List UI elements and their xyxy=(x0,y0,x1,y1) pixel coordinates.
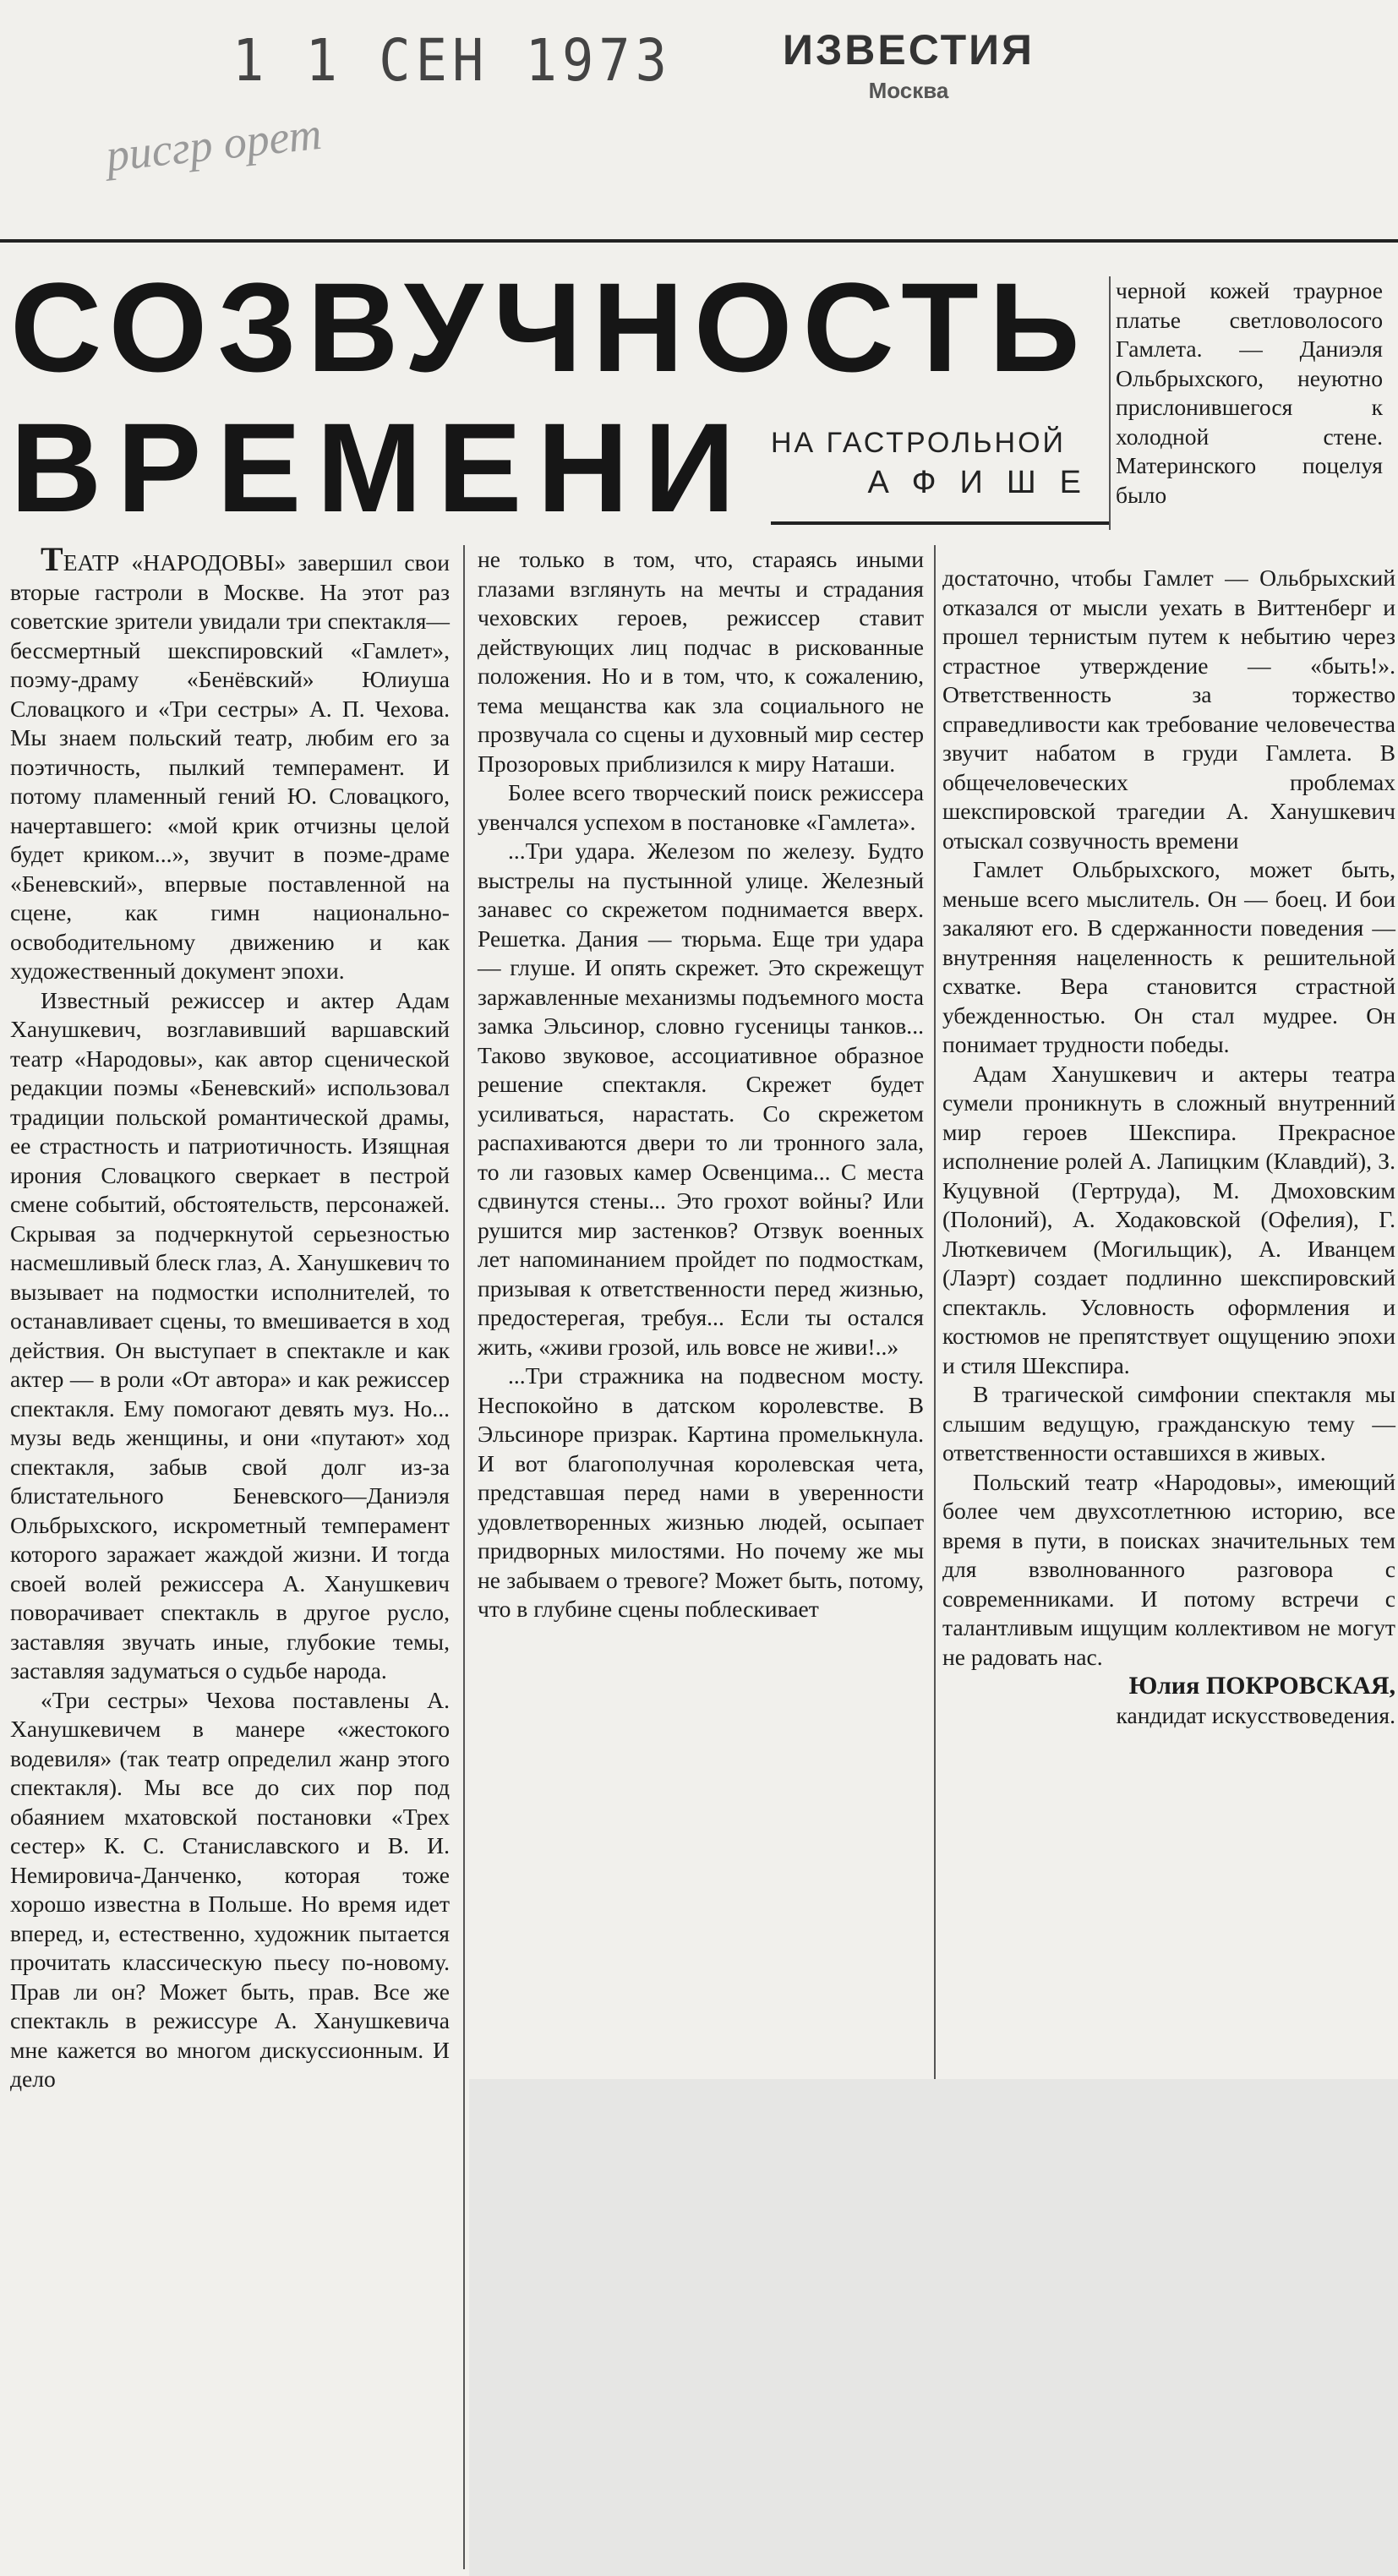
paragraph-text: ЕАТР «НАРОДОВЫ» завершил свои вторые гастроли в Москве. На этот раз советские зрители увидали три спектакля—бессмертный шекспировский «Гамлет», поэму-драму «Бенёвский» Юлиуша Словацкого и «Три сестры» А. П. Чехова. Мы знаем польский театр, любим его за поэтичность, пылкий темперамент. И потому пламенный гений Ю. Словацкого, начертавшего: «мой крик отчизны целой будет криком...», звучит в поэме-драме «Беневский», впервые поставленной на сцене, как гимн национально-освободительному движению и как художественный документ эпохи. xyxy=(10,549,450,984)
paragraph: Польский театр «Народовы», имеющий более чем двухсотлетнюю историю, все время в пути, в поисках значительных тем для взволнованного разговора с современниками. И потому встречи с талантливым ищущим коллективом не могут не радовать нас. xyxy=(942,1468,1395,1670)
author-name xyxy=(942,1672,1395,1701)
headline-line-1: СОЗВУЧНОСТЬ xyxy=(10,256,1090,398)
drop-cap: Т xyxy=(41,540,63,578)
column-divider xyxy=(934,545,936,2079)
paragraph: В трагической симфонии спектакля мы слышим ведущую, гражданскую тему — ответственности оставшихся в живых. xyxy=(942,1381,1395,1465)
article-column-2 xyxy=(478,545,924,1624)
paragraph: не только в том, что, стараясь иными глазами взглянуть на мечты и страдания чеховских героев, режиссер ставит действующих лиц подчас в рискованные положения. Но и в том, что, к сожалению, тема мещанства как зла социального не прозвучала со сцены и духовный мир сестер Прозоровых приблизился к миру Наташи. xyxy=(478,546,924,777)
top-rule xyxy=(0,239,1398,243)
article-column-4 xyxy=(1116,276,1383,510)
handwritten-note: рисгр орет xyxy=(103,107,325,182)
column-divider xyxy=(463,545,465,2569)
article-column-3 xyxy=(942,564,1395,1730)
headline-line-2: ВРЕМЕНИ xyxy=(10,396,751,538)
date-stamp: 1 1 СЕН 1973 xyxy=(232,26,672,95)
paragraph: ...Три стражника на подвесном мосту. Неспокойно в датском королевстве. В Эльсиноре призрак. Картина промелькнула. И вот благополучная королевская чета, представшая перед нами в уверенности удовлетворенных жизнью людей, осыпает придворных милостями. Но почему же мы не забываем о тревоге? Может быть, потому, что в глубине сцены поблескивает xyxy=(478,1362,924,1622)
paragraph: Адам Ханушкевич и актеры театра сумели проникнуть в сложный внутренний мир героев Шекспира. Прекрасное исполнение ролей А. Лапицким (Клавдий), З. Куцувной (Гертруда), М. Дмоховским (Полоний), А. Ходаковской (Офелия), Г. Люткевичем (Могильщик), А. Иванцем (Лаэрт) создает подлинно шекспировский спектакль. Условность оформления и костюмов не препятствует ощущению эпохи и стиля Шекспира. xyxy=(942,1060,1395,1378)
city-name: Москва xyxy=(868,78,949,103)
rubric-line-1: НА ГАСТРОЛЬНОЙ xyxy=(771,427,1066,459)
paragraph: Гамлет Ольбрыхского, может быть, меньше всего мыслитель. Он — боец. И бои закаляют его. В сдержанности поведения — внутренняя нацеленность к решительной схватке. Вера становится страстной убежденностью. Он стал мудрее. Он понимает трудности победы. xyxy=(942,856,1395,1057)
paragraph xyxy=(10,540,450,986)
source-stamp xyxy=(756,25,1061,104)
paragraph: «Три сестры» Чехова поставлены А. Ханушкевичем в манере «жестокого водевиля» (так театр определил жанр этого спектакля). Мы все до сих пор под обаянием мхатовской постановки «Трех сестер» К. С. Станиславского и В. И. Немировича-Данченко, которая тоже хорошо известна в Польше. Но время идет вперед, и, естественно, художник пытается прочитать классическую пьесу по-новому. Прав ли он? Может быть, прав. Все же спектакль в режиссуре А. Ханушкевича мне кажется во многом дискуссионным. И дело xyxy=(10,1686,450,2092)
paragraph: черной кожей траурное платье светловолосого Гамлета. — Даниэля Ольбрыхского, неуютно прислонившегося к холодной стене. Материнского поцелуя было xyxy=(1116,277,1383,508)
paragraph: Известный режиссер и актер Адам Ханушкевич, возглавивший варшавский театр «Народовы», как автор сценической редакции поэмы «Беневский» использовал традиции польской романтической драмы, ее страстность и патриотичность. Изящная ирония Словацкого сверкает в пестрой смене событий, обстоятельств, персонажей. Скрывая за подчеркнутой серьезностью насмешливый блеск глаз, А. Ханушкевич то вызывает на подмостки исполнителей, то останавливает сцены, то вмешивается в ход действия. Он выступает в спектакле и как актер — в роли «От автора» и как режиссер спектакля. Ему помогают девять муз. Но... музы ведь женщины, и они «путают» ход спектакля, забыв свой долг из-за блистательного Беневского—Даниэля Ольбрыхского, искрометный темперамент которого заражает жаждой жизни. И тогда своей волей режиссера А. Ханушкевич поворачивает спектакль в другое русло, заставляя звучать иные, глубокие темы, заставляя задуматься о судьбе народа. xyxy=(10,986,450,1684)
rubric-rule xyxy=(771,521,1109,525)
paragraph: Более всего творческий поиск режиссера увенчался успехом в постановке «Гамлета». xyxy=(478,779,924,835)
article-column-1 xyxy=(10,540,450,2094)
paragraph: ...Три удара. Железом по железу. Будто выстрелы на пустынной улице. Железный занавес со скрежетом поднимается вверх. Решетка. Дания — тюрьма. Еще три удара — глуше. И опять скрежет. Это скрежещут заржавленные механизмы подъемного моста замка Эльсинор, словно гусеницы танков... Таково звуковое, ассоциативное образное решение спектакля. Скрежет будет усиливаться, нарастать. Со скрежетом распахиваются двери то ли тронного зала, то ли газовых камер Освенцима... С места сдвинутся стены... Это грохот войны? Или рушится мир застенков? Отзвук военных лет напоминанием пройдет по подмосткам, призывая к ответственности перед жизнью, предостерегая, требуя... Если ты остался жить, «живи грозой, иль вовсе не живи!..» xyxy=(478,838,924,1360)
rubric xyxy=(771,427,1105,501)
paragraph: достаточно, чтобы Гамлет — Ольбрыхский отказался от мысли уехать в Виттенберг и прошел тернистым путем к небытию через страстное утверждение — «быть!». Ответственность за торжество справедливости как требование человечества звучит набатом в груди Гамлета. В общечеловеческих проблемах шекспировской трагедии А. Ханушкевич отыскал созвучность времени xyxy=(942,565,1395,854)
rubric-line-2: АФИШЕ xyxy=(867,465,1105,500)
newspaper-name: ИЗВЕСТИЯ xyxy=(783,26,1035,74)
author-signature: Юлия ПОКРОВСКАЯ, xyxy=(1128,1672,1395,1700)
author-title: кандидат искусствоведения. xyxy=(1116,1701,1395,1728)
column-divider xyxy=(1109,276,1111,530)
blank-backing xyxy=(469,2079,1398,2576)
